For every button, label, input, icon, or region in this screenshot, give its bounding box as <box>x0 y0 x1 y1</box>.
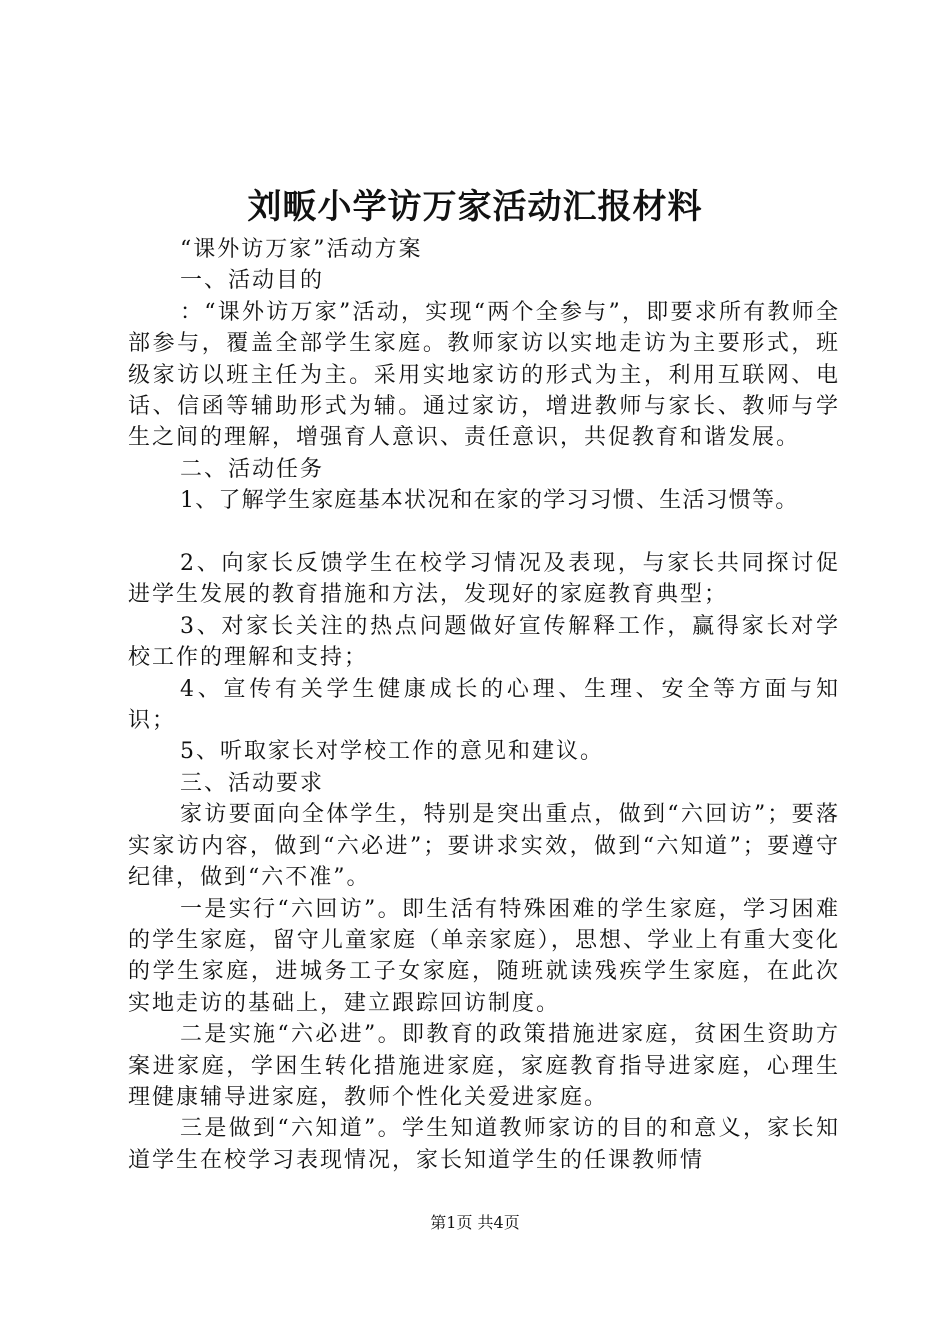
paragraph-six-revisits: 一是实行“六回访”。即生活有特殊困难的学生家庭，学习困难的学生家庭，留守儿童家庭（单亲家庭），思想、学业上有重大变化的学生家庭，进城务工子女家庭，随班就读残疾学生家庭，在此次实地走访的基础上，建立跟踪回访制度。 <box>128 896 840 1016</box>
task-item-1: 1、了解学生家庭基本状况和在家的学习习惯、生活习惯等。 <box>180 488 799 514</box>
task-item-2: 2、向家长反馈学生在校学习情况及表现，与家长共同探讨促进学生发展的教育措施和方法，发现好的家庭教育典型； <box>128 551 840 608</box>
document-title: 刘畈小学访万家活动汇报材料 <box>247 187 703 227</box>
task-item-4: 4、宣传有关学生健康成长的心理、生理、安全等方面与知识； <box>128 676 840 734</box>
section-heading-requirements: 三、活动要求 <box>180 770 325 796</box>
task-item-3: 3、对家长关注的热点问题做好宣传解释工作，赢得家长对学校工作的理解和支持； <box>128 613 840 671</box>
document-body <box>128 234 840 1176</box>
paragraph-six-knows: 三是做到“六知道”。学生知道教师家访的目的和意义，家长知道学生在校学习表现情况，家长知道学生的任课教师情 <box>128 1116 840 1173</box>
blank-line <box>128 517 840 548</box>
section-heading-tasks: 二、活动任务 <box>180 456 325 482</box>
section-heading-purpose: 一、活动目的 <box>180 268 325 294</box>
page-footer: 第1页 共4页 <box>430 1213 520 1232</box>
task-item-5: 5、听取家长对学校工作的意见和建议。 <box>180 739 604 765</box>
paragraph-plan-heading: “课外访万家”活动方案 <box>180 237 423 262</box>
paragraph-six-musts: 二是实施“六必进”。即教育的政策措施进家庭，贫困生资助方案进家庭，学困生转化措施进家庭，家庭教育指导进家庭，心理生理健康辅导进家庭，教师个性化关爱进家庭。 <box>128 1022 840 1110</box>
paragraph-requirements: 家访要面向全体学生，特别是突出重点，做到“六回访”；要落实家访内容，做到“六必进”；要讲求实效，做到“六知道”；要遵守纪律，做到“六不准”。 <box>128 802 840 891</box>
paragraph-purpose: ：“课外访万家”活动，实现“两个全参与”，即要求所有教师全部参与，覆盖全部学生家庭。教师家访以实地走访为主要形式，班级家访以班主任为主。采用实地家访的形式为主，利用互联网、电话、信函等辅助形式为辅。通过家访，增进教师与家长、教师与学生之间的理解，增强育人意识、责任意识，共促教育和谐发展。 <box>128 299 840 451</box>
